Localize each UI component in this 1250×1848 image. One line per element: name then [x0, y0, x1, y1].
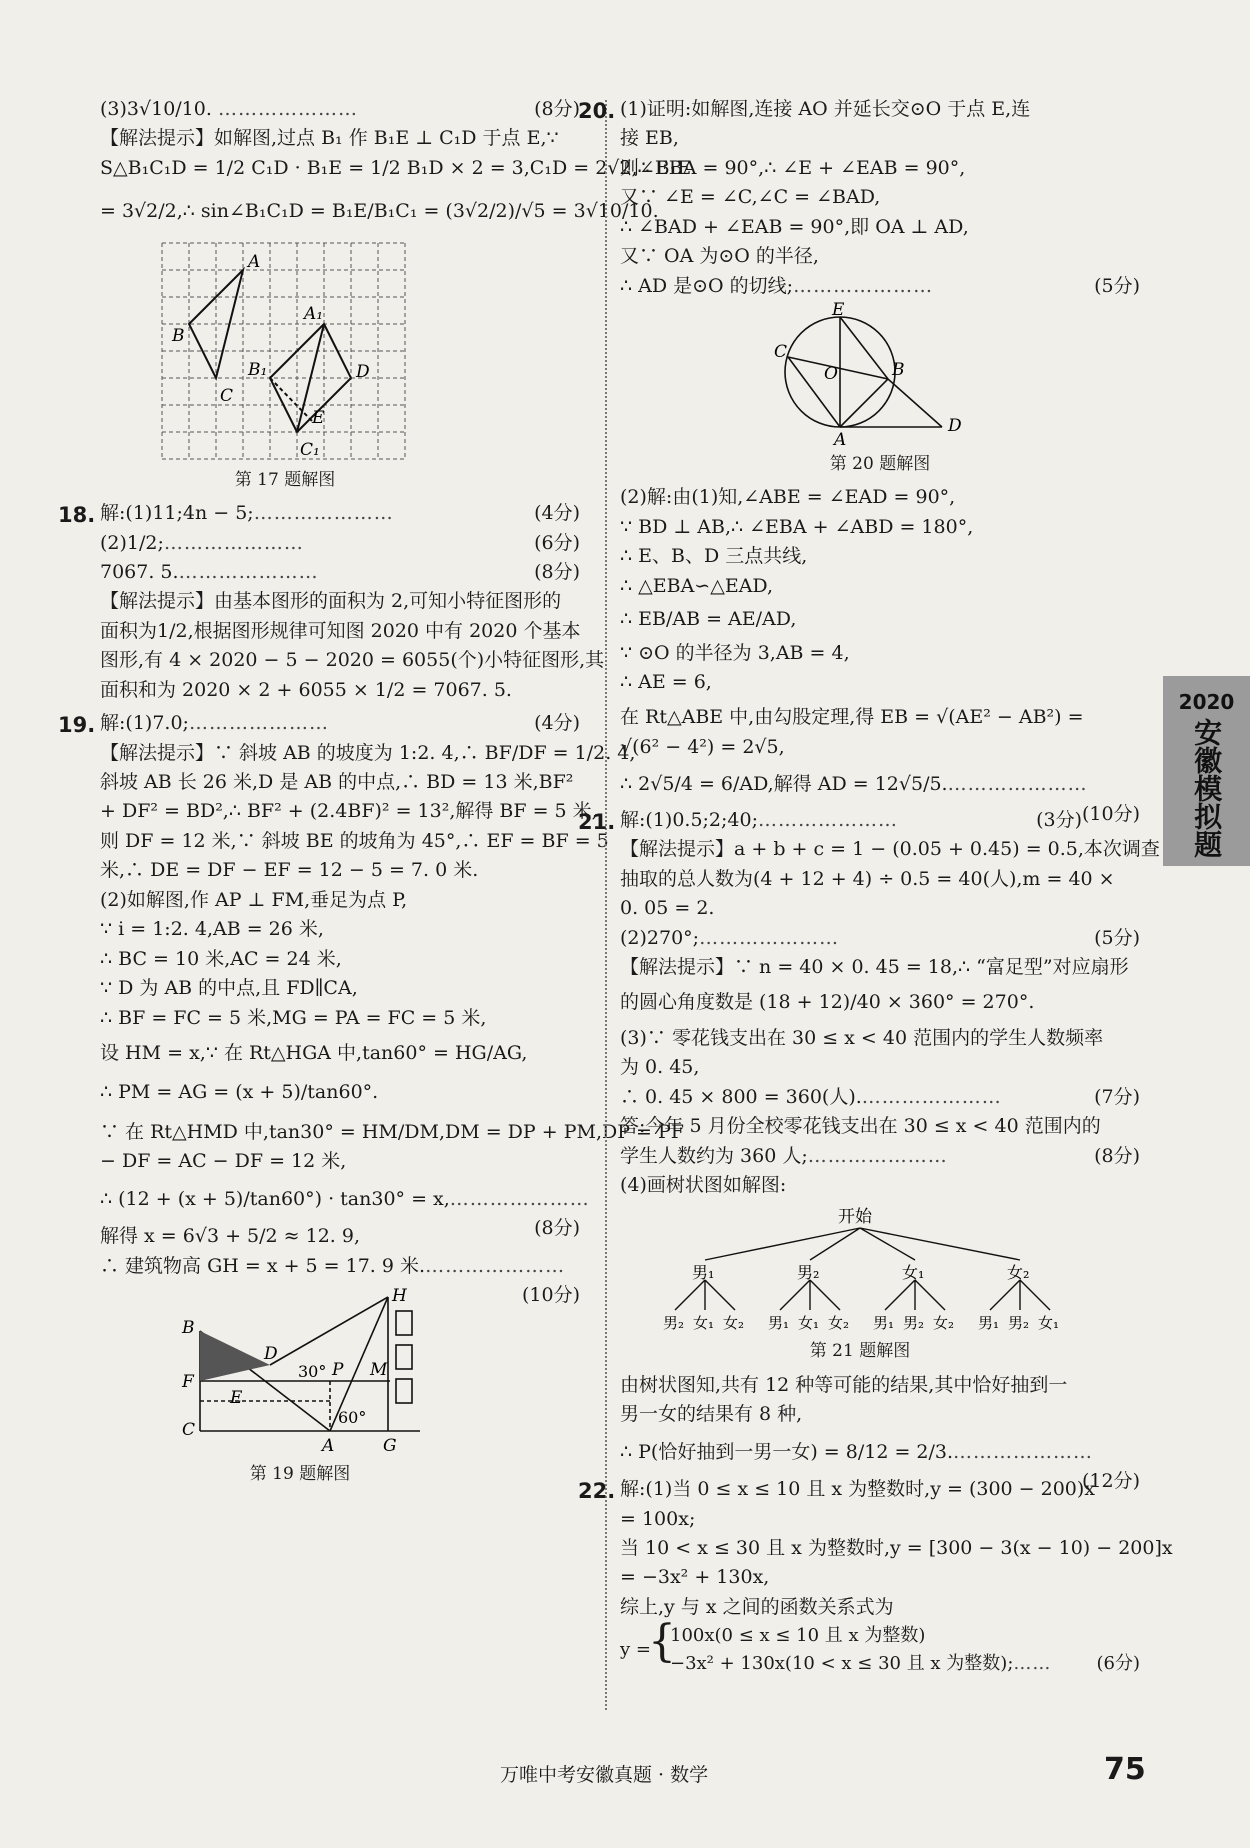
- answer-line: ∴ P(恰好抽到一男一女) = 8/12 = 2/3.………………… (12分): [620, 1440, 1140, 1493]
- answer-line: (2)解:由(1)知,∠ABE = ∠EAD = 90°,: [620, 486, 956, 509]
- label-A: A: [322, 1436, 335, 1457]
- answer-line: ∴ 0. 45 × 800 = 360(人).………………… (7分): [620, 1085, 1140, 1108]
- side-tab-year: 2020: [1178, 690, 1235, 714]
- answer-line: ∴ BC = 10 米,AC = 24 米,: [100, 947, 342, 970]
- label-B: B: [172, 325, 185, 346]
- question-number: 21.: [578, 809, 616, 834]
- answer-line: ∴ 建筑物高 GH = x + 5 = 17. 9 米.………………… (10分): [100, 1254, 580, 1307]
- label-E: E: [312, 407, 325, 428]
- label-A: A: [248, 251, 261, 272]
- answer-line: − DF = AC − DF = 12 米,: [100, 1150, 347, 1173]
- answer-line: 则∠EBA = 90°,∴ ∠E + ∠EAB = 90°,: [620, 156, 966, 179]
- answer-line: (3)3√10/10. ………………… (8分): [100, 98, 580, 120]
- tree-node: 女₂: [1007, 1263, 1030, 1283]
- label-G: G: [383, 1436, 397, 1457]
- answer-line: 又∵ ∠E = ∠C,∠C = ∠BAD,: [620, 186, 881, 209]
- answer-line: (1)证明:如解图,连接 AO 并延长交⊙O 于点 E,连: [620, 98, 1031, 120]
- label-E: E: [832, 300, 845, 321]
- tree-leaf: 男₁: [873, 1314, 895, 1333]
- label-D: D: [264, 1344, 278, 1365]
- hint-line: 【解法提示】∵ n = 40 × 0. 45 = 18,∴ “富足型”对应扇形: [620, 955, 1129, 978]
- answer-line: ∴ AD 是⊙O 的切线;………………… (5分): [620, 274, 1140, 297]
- hint-line: 抽取的总人数为(4 + 12 + 4) ÷ 0.5 = 40(人),m = 40 ×: [620, 867, 1115, 890]
- answer-line: 7067. 5.………………… (8分): [100, 560, 580, 583]
- label-D: D: [356, 361, 370, 382]
- tree-leaf: 女₂: [933, 1314, 955, 1333]
- column-divider: [605, 100, 607, 1710]
- answer-line: 答:今年 5 月份全校零花钱支出在 30 ≤ x < 40 范围内的: [620, 1115, 1101, 1138]
- answer-line: ∵ BD ⊥ AB,∴ ∠EBA + ∠ABD = 180°,: [620, 515, 974, 538]
- hint-line: 0. 05 = 2.: [620, 897, 715, 920]
- hint-line: 的圆心角度数是 (18 + 12)/40 × 360° = 270°.: [620, 991, 1035, 1014]
- answer-line: ∴ (12 + (x + 5)/tan60°) · tan30° = x,………………… (8分): [100, 1187, 590, 1240]
- hint-line: 【解法提示】a + b + c = 1 − (0.05 + 0.45) = 0.5,本次调查: [620, 838, 1160, 861]
- tree-leaf: 女₂: [828, 1314, 850, 1333]
- side-tab-text: 安徽模拟题: [1190, 718, 1224, 858]
- label-C: C: [182, 1420, 196, 1441]
- grid-figure: [160, 241, 410, 463]
- answer-line: √(6² − 4²) = 2√5,: [620, 735, 785, 758]
- hint-line: 面积和为 2020 × 2 + 6055 × 1/2 = 7067. 5.: [100, 678, 512, 701]
- label-E: E: [230, 1388, 243, 1409]
- label-H: H: [392, 1286, 407, 1307]
- answer-line: (2)如解图,作 AP ⊥ FM,垂足为点 P,: [100, 888, 408, 911]
- answer-line: ∴ E、B、D 三点共线,: [620, 545, 808, 568]
- piece-2: −3x² + 130x(10 < x ≤ 30 且 x 为整数);…… (6分): [670, 1653, 1140, 1675]
- tree-leaf: 男₁: [978, 1314, 1000, 1333]
- answer-line: 设 HM = x,∵ 在 Rt△HGA 中,tan60° = HG/AG,: [100, 1041, 528, 1064]
- question-number: 22.: [578, 1479, 616, 1504]
- tree-node: 男₁: [692, 1263, 715, 1283]
- angle-60: 60°: [338, 1408, 367, 1428]
- answer-line: ∴ 2√5/4 = 6/AD,解得 AD = 12√5/5.………………… (10分): [620, 773, 1140, 825]
- tree-leaf: 男₂: [1008, 1314, 1030, 1333]
- tree-leaf: 女₁: [1038, 1314, 1060, 1333]
- answer-line: 男一女的结果有 8 种,: [620, 1403, 803, 1426]
- hint-line: S△B₁C₁D = 1/2 C₁D · B₁E = 1/2 B₁D × 2 = 3,C₁D = 2√2,∴ B₁E: [100, 156, 692, 179]
- answer-line: ∴ ∠BAD + ∠EAB = 90°,即 OA ⊥ AD,: [620, 215, 969, 238]
- figure-20: [774, 300, 1140, 477]
- hint-line: = 3√2/2,∴ sin∠B₁C₁D = B₁E/B₁C₁ = (3√2/2)/√5 = 3√10/10.: [100, 200, 659, 223]
- answer-line: = −3x² + 130x,: [620, 1566, 770, 1589]
- hint-line: 【解法提示】如解图,过点 B₁ 作 B₁E ⊥ C₁D 于点 E,∵: [100, 127, 559, 150]
- answer-line: 为 0. 45,: [620, 1056, 700, 1079]
- tree-leaf: 男₁: [768, 1314, 790, 1333]
- answer-line: ∴ EB/AB = AE/AD,: [620, 608, 797, 631]
- question-number: 18.: [58, 503, 96, 528]
- answer-line: (2)1/2;………………… (6分): [100, 531, 580, 554]
- answer-line: ∵ i = 1:2. 4,AB = 26 米,: [100, 918, 324, 941]
- tree-leaf: 女₁: [798, 1314, 820, 1333]
- tree-leaf: 男₂: [903, 1314, 925, 1333]
- hint-line: 图形,有 4 × 2020 − 5 − 2020 = 6055(个)小特征图形,其: [100, 649, 605, 672]
- answer-line: 综上,y 与 x 之间的函数关系式为: [620, 1595, 894, 1618]
- right-column: [578, 95, 1173, 1678]
- label-F: F: [182, 1372, 194, 1393]
- hint-line: + DF² = BD²,∴ BF² + (2.4BF)² = 13²,解得 BF = 5 米,: [100, 800, 598, 823]
- page-number: 75: [1104, 1752, 1146, 1787]
- tree-leaf: 女₁: [693, 1314, 715, 1333]
- answer-line: ∴ AE = 6,: [620, 671, 712, 694]
- label-P: P: [332, 1360, 344, 1381]
- answer-line: 解得 x = 6√3 + 5/2 ≈ 12. 9,: [100, 1225, 360, 1248]
- answer-line: ∴ PM = AG = (x + 5)/tan60°.: [100, 1081, 379, 1104]
- answer-line: 解:(1)当 0 ≤ x ≤ 10 且 x 为整数时,y = (300 − 200)x: [620, 1478, 1096, 1501]
- tree-leaf: 女₂: [723, 1314, 745, 1333]
- figure-21: [660, 1202, 1140, 1364]
- label-B1: B₁: [248, 359, 268, 380]
- answer-line: 接 EB,: [620, 127, 679, 150]
- answer-line: = 100x;: [620, 1507, 696, 1530]
- circle-figure: [774, 300, 980, 451]
- label-C: C: [220, 385, 234, 406]
- tree-node: 女₁: [902, 1263, 925, 1283]
- figure-caption: 第 17 题解图: [234, 469, 336, 490]
- label-B: B: [892, 360, 905, 381]
- hint-line: 斜坡 AB 长 26 米,D 是 AB 的中点,∴ BD = 13 米,BF²: [100, 771, 574, 794]
- question-18: [58, 499, 605, 705]
- figure-17: [160, 241, 580, 493]
- tree-root: 开始: [838, 1207, 872, 1228]
- answer-line: ∴ BF = FC = 5 米,MG = PA = FC = 5 米,: [100, 1006, 487, 1029]
- tree-node: 男₂: [797, 1263, 820, 1283]
- piecewise-function: y = { 100x(0 ≤ x ≤ 10 且 x 为整数) −3x² + 130x(10 < x ≤ 30 且 x 为整数);…… (6分): [620, 1622, 1140, 1678]
- figure-caption: 第 19 题解图: [249, 1464, 351, 1485]
- answer-line: 当 10 < x ≤ 30 且 x 为整数时,y = [300 − 3(x − 10) − 200]x: [620, 1537, 1173, 1559]
- piece-1: 100x(0 ≤ x ≤ 10 且 x 为整数): [670, 1625, 926, 1647]
- answer-line: ∵ D 为 AB 的中点,且 FD∥CA,: [100, 977, 358, 1000]
- footer-brand: 万唯中考安徽真题 · 数学: [500, 1764, 709, 1786]
- answer-line: ∵ 在 Rt△HMD 中,tan30° = HM/DM,DM = DP + PM,DP = PF: [100, 1120, 684, 1143]
- figure-caption: 第 20 题解图: [829, 454, 931, 475]
- answer-line: ∵ ⊙O 的半径为 3,AB = 4,: [620, 641, 850, 664]
- hint-line: 米,∴ DE = DF − EF = 12 − 5 = 7. 0 米.: [100, 859, 479, 882]
- figure-19: [170, 1285, 580, 1487]
- tree-diagram: [660, 1202, 1060, 1342]
- hint-line: 面积为1/2,根据图形规律可知图 2020 中有 2020 个基本: [100, 619, 581, 642]
- label-B: B: [182, 1318, 195, 1339]
- answer-line: 解:(1)11;4n − 5;………………… (4分): [100, 502, 580, 525]
- answer-line: (2)270°;………………… (5分): [620, 926, 1140, 949]
- hint-line: 【解法提示】∵ 斜坡 AB 的坡度为 1:2. 4,∴ BF/DF = 1/2. 4,: [100, 741, 636, 764]
- question-number: 19.: [58, 713, 96, 738]
- hint-line: 【解法提示】由基本图形的面积为 2,可知小特征图形的: [100, 590, 562, 613]
- figure-caption: 第 21 题解图: [809, 1341, 911, 1362]
- tree-leaf: 男₂: [663, 1314, 685, 1333]
- label-M: M: [370, 1360, 388, 1381]
- answer-line: 解:(1)0.5;2;40;………………… (3分): [620, 808, 1082, 831]
- answer-line: 解:(1)7.0;………………… (4分): [100, 712, 580, 735]
- label-A: A: [834, 430, 847, 451]
- label-A1: A₁: [304, 303, 324, 324]
- label-C: C: [774, 342, 788, 363]
- answer-line: 又∵ OA 为⊙O 的半径,: [620, 245, 819, 268]
- question-number: 20.: [578, 99, 616, 123]
- hint-line: 则 DF = 12 米,∵ 斜坡 BE 的坡角为 45°,∴ EF = BF = 5: [100, 829, 609, 852]
- answer-line: ∴ △EBA∽△EAD,: [620, 574, 774, 597]
- side-tab: [1163, 676, 1250, 866]
- answer-line: (4)画树状图如解图:: [620, 1174, 787, 1197]
- angle-30: 30°: [298, 1362, 327, 1382]
- answer-line: (3)∵ 零花钱支出在 30 ≤ x < 40 范围内的学生人数频率: [620, 1026, 1104, 1049]
- answer-line: 由树状图知,共有 12 种等可能的结果,其中恰好抽到一: [620, 1373, 1068, 1396]
- answer-line: 学生人数约为 360 人;………………… (8分): [620, 1144, 1140, 1167]
- label-D: D: [948, 416, 962, 437]
- answer-line: 在 Rt△ABE 中,由勾股定理,得 EB = √(AE² − AB²) =: [620, 706, 1084, 729]
- label-C1: C₁: [300, 439, 320, 460]
- building-figure: [170, 1285, 430, 1457]
- question-22: [578, 1475, 1173, 1678]
- label-O: O: [824, 364, 838, 385]
